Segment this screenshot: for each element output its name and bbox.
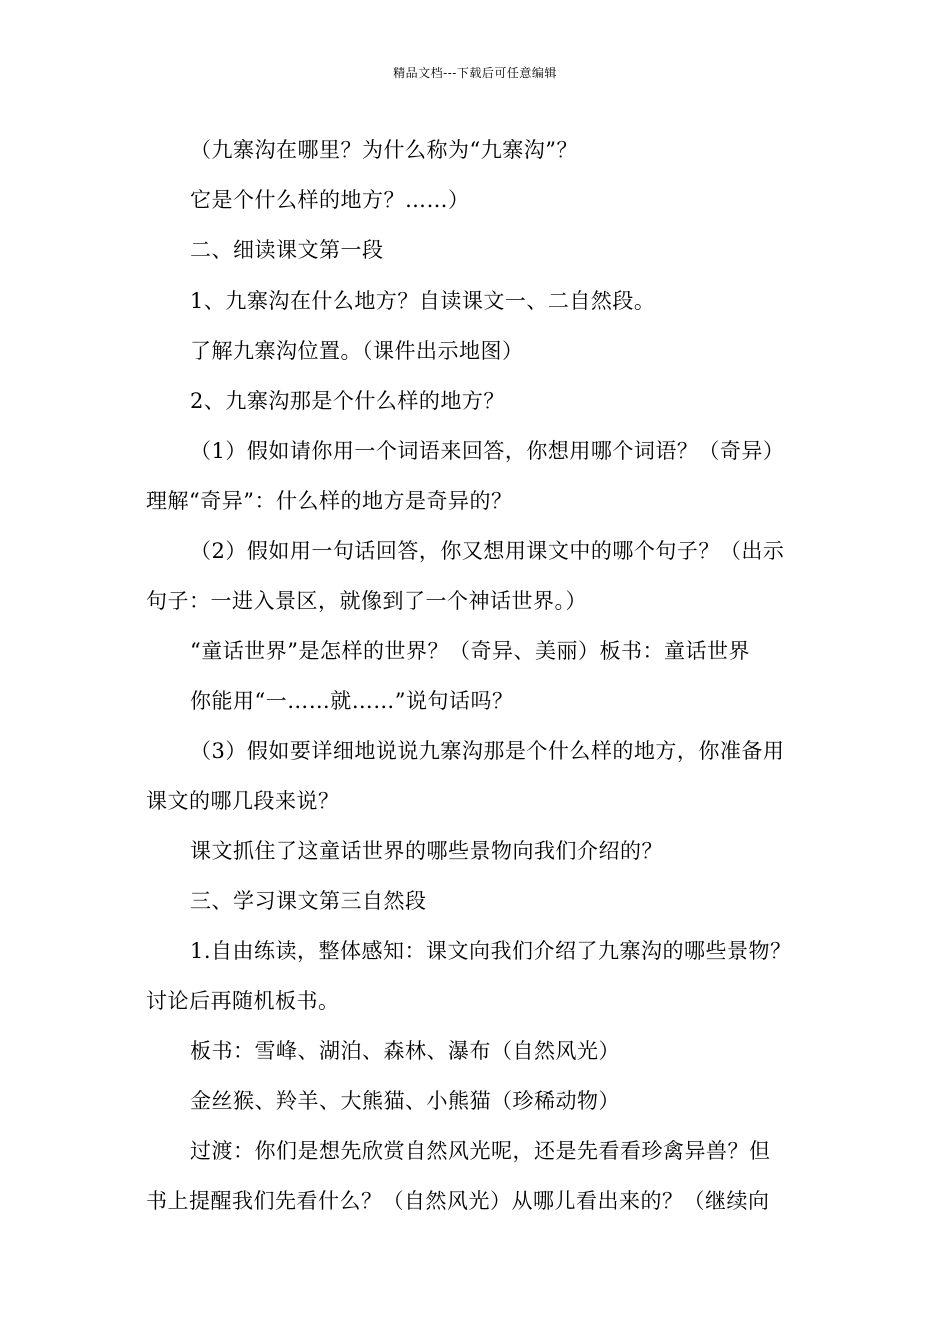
section-heading: 三、学习课文第三自然段	[190, 889, 427, 913]
text-line: 讨论后再随机板书。	[146, 989, 340, 1013]
section-heading: 二、细读课文第一段	[190, 238, 384, 262]
text-line: 2、九寨沟那是个什么样的地方？	[190, 389, 505, 413]
text-line: （九寨沟在哪里？为什么称为“九寨沟”？	[190, 138, 578, 162]
text-line: 板书：雪峰、湖泊、森林、瀑布（自然风光）	[190, 1039, 620, 1063]
text-line: “童话世界”是怎样的世界？（奇异、美丽）板书：童话世界	[190, 639, 750, 663]
text-line: 课文抓住了这童话世界的哪些景物向我们介绍的？	[190, 839, 663, 863]
text-line: 金丝猴、羚羊、大熊猫、小熊猫（珍稀动物）	[190, 1089, 620, 1113]
text-line: 你能用“一……就……”说句话吗？	[190, 689, 514, 713]
text-line: 1.自由练读，整体感知：课文向我们介绍了九寨沟的哪些景物？	[190, 939, 792, 963]
text-line: （3）假如要详细地说说九寨沟那是个什么样的地方，你准备用	[190, 739, 785, 763]
text-line: 理解“奇异”：什么样的地方是奇异的？	[146, 489, 513, 513]
page-header: 精品文档---下载后可任意编辑	[393, 66, 557, 80]
text-line: 过渡：你们是想先欣赏自然风光呢，还是先看看珍禽异兽？但	[190, 1139, 771, 1163]
text-line: （1）假如请你用一个词语来回答，你想用哪个词语？（奇异）	[190, 439, 785, 463]
text-line: （2）假如用一句话回答，你又想用课文中的哪个句子？（出示	[190, 539, 785, 563]
text-line: 课文的哪几段来说？	[146, 789, 340, 813]
text-line: 书上提醒我们先看什么？（自然风光）从哪儿看出来的？（继续向	[146, 1189, 770, 1213]
text-line: 句子：一进入景区，就像到了一个神话世界。）	[146, 589, 587, 613]
text-line: 1、九寨沟在什么地方？自读课文一、二自然段。	[190, 289, 656, 313]
text-line: 了解九寨沟位置。（课件出示地图）	[190, 339, 524, 363]
text-line: 它是个什么样的地方？……）	[190, 188, 470, 212]
